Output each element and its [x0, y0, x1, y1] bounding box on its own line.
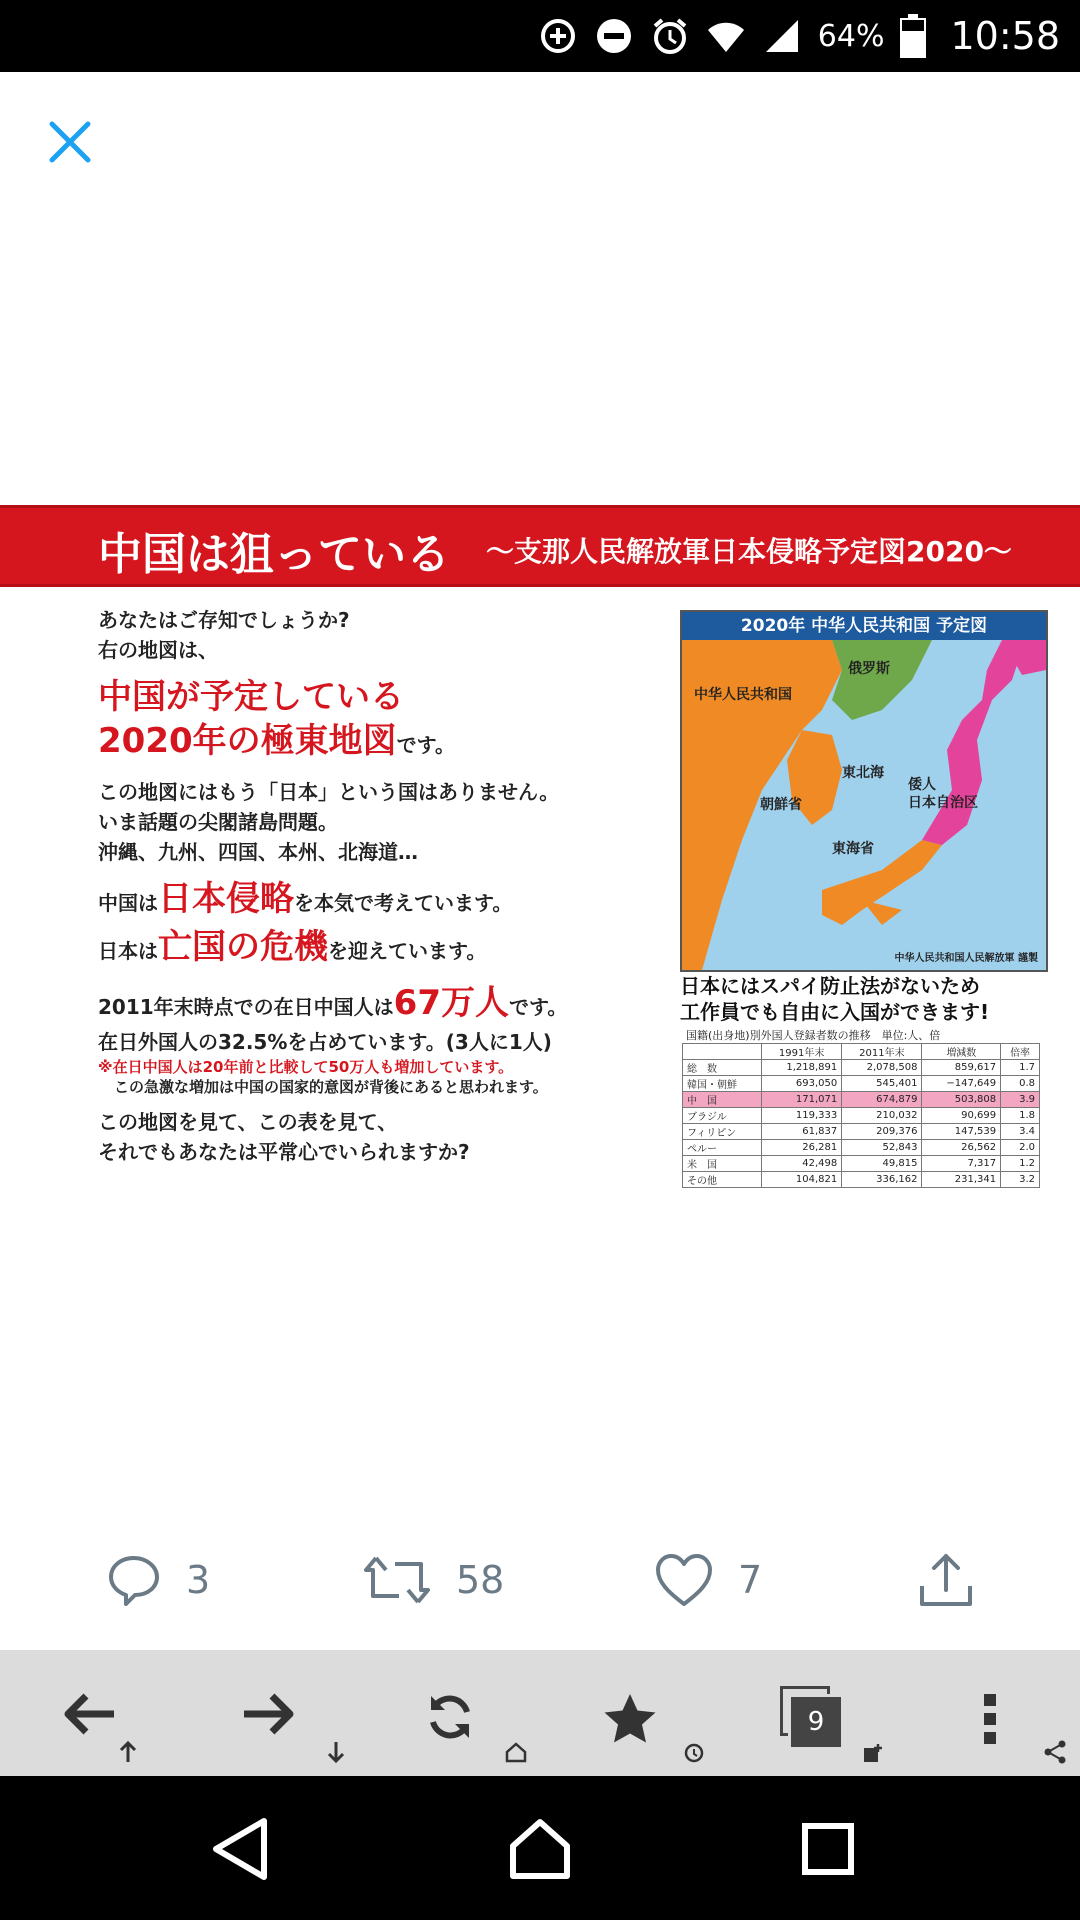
table-title-line: 工作員でも自由に入国ができます!: [680, 1000, 990, 1024]
table-cell: 1.8: [1001, 1108, 1040, 1124]
map-label-russia: 俄罗斯: [848, 661, 890, 677]
table-cell: 336,162: [842, 1172, 922, 1188]
table-row: [683, 1108, 1040, 1124]
star-icon: [603, 1692, 657, 1744]
tweet-image[interactable]: [0, 505, 1080, 1195]
reply-count: 3: [186, 1558, 211, 1602]
table-cell: 26,281: [762, 1140, 842, 1156]
battery-icon: [900, 14, 926, 58]
foreign-resident-table: [682, 1043, 1040, 1188]
map-label-korea: 朝鮮省: [760, 797, 802, 813]
para-line: [98, 925, 658, 973]
table-row-label: ブラジル: [683, 1108, 762, 1124]
table-cell: 3.2: [1001, 1172, 1040, 1188]
map-label-prc: 中华人民共和国: [694, 687, 792, 703]
map-header: 2020年 中华人民共和国 予定図: [682, 612, 1046, 640]
table-cell: −147,649: [922, 1076, 1001, 1092]
home-small-icon: [504, 1740, 528, 1764]
table-row-label: 米 国: [683, 1156, 762, 1172]
para-text: 日本は: [98, 939, 158, 963]
note-line: この急激な増加は中国の国家的意図が背後にあると思われます。: [114, 1078, 548, 1096]
table-cell: 2.0: [1001, 1140, 1040, 1156]
banner-subtitle: ～支那人民解放軍日本侵略予定図2020～: [486, 535, 1012, 568]
nav-recents-button[interactable]: [778, 1804, 878, 1894]
data-saver-icon: [538, 16, 578, 56]
table-cell: 3.4: [1001, 1124, 1040, 1140]
poster-banner: [0, 505, 1080, 587]
clock: 10:58: [950, 14, 1060, 58]
para-line: 沖縄、九州、四国、本州、北海道…: [98, 840, 418, 864]
para-line: [98, 983, 658, 1027]
table-row: [683, 1092, 1040, 1108]
arrow-up-small-icon: [118, 1740, 138, 1764]
headline-red: 2020年の極東地図: [98, 721, 397, 761]
table-row: [683, 1124, 1040, 1140]
new-tab-small-icon: [862, 1742, 884, 1764]
para-text: 2011年末時点での在日中国人は: [98, 995, 394, 1019]
battery-percent: 64%: [817, 18, 885, 54]
intro-line: 右の地図は、: [98, 638, 218, 662]
table-row-label: ペルー: [683, 1140, 762, 1156]
para-text: 中国は: [98, 891, 158, 915]
wifi-icon: [706, 16, 746, 56]
alarm-small-icon: [682, 1740, 706, 1764]
menu-button[interactable]: [930, 1650, 1050, 1776]
reply-icon: [106, 1552, 162, 1608]
bookmark-button[interactable]: [570, 1650, 690, 1776]
table-cell: 859,617: [922, 1060, 1001, 1076]
closing-line: それでもあなたは平常心でいられますか?: [98, 1140, 470, 1164]
table-title: [680, 973, 1060, 1025]
browser-toolbar: [0, 1650, 1080, 1776]
table-title-line: 日本にはスパイ防止法がないため: [680, 974, 980, 998]
retweet-icon: [362, 1552, 432, 1608]
table-cell: 49,815: [842, 1156, 922, 1172]
para-text: です。: [509, 995, 568, 1019]
note-text: ※在日中国人は20年前と比較して50万人も増加しています。: [98, 1058, 514, 1076]
table-row-label: その他: [683, 1172, 762, 1188]
para-red: 日本侵略: [158, 879, 294, 919]
table-cell: 104,821: [762, 1172, 842, 1188]
table-row: [683, 1172, 1040, 1188]
table-cell: 545,401: [842, 1076, 922, 1092]
reload-button[interactable]: [390, 1650, 510, 1776]
do-not-disturb-icon: [594, 16, 634, 56]
table-header-cell: 1991年末: [762, 1044, 842, 1060]
close-button[interactable]: [38, 110, 102, 174]
table-header-cell: 2011年末: [842, 1044, 922, 1060]
headline-line: [98, 719, 658, 767]
alarm-icon: [650, 16, 690, 56]
map-label-east-sea: 東海省: [832, 841, 874, 857]
table-cell: 2,078,508: [842, 1060, 922, 1076]
para-text: を本気で考えています。: [294, 891, 513, 915]
signal-icon: [762, 16, 802, 56]
tabs-button[interactable]: [750, 1650, 870, 1776]
para-red: 亡国の危機: [158, 927, 328, 967]
retweet-button[interactable]: [362, 1540, 504, 1620]
table-cell: 210,032: [842, 1108, 922, 1124]
map-label-japan-autonomous: 日本自治区: [908, 795, 978, 811]
table-cell: 90,699: [922, 1108, 1001, 1124]
retweet-count: 58: [456, 1558, 505, 1602]
tab-count: 9: [788, 1694, 844, 1750]
arrow-down-small-icon: [326, 1740, 346, 1764]
share-button[interactable]: [916, 1540, 976, 1620]
map-label-east-north-sea: 東北海: [842, 765, 884, 781]
reply-button[interactable]: [106, 1540, 210, 1620]
headline-line: 中国が予定している: [98, 677, 404, 717]
table-row: [683, 1060, 1040, 1076]
table-cell: 7,317: [922, 1156, 1001, 1172]
heart-icon: [654, 1552, 714, 1608]
map-figure: [680, 610, 1048, 972]
tweet-actions: [0, 1540, 1080, 1620]
table-cell: 0.8: [1001, 1076, 1040, 1092]
table-row: [683, 1156, 1040, 1172]
table-cell: 1,218,891: [762, 1060, 842, 1076]
para-line: この地図にはもう「日本」という国はありません。: [98, 780, 560, 804]
table-row-label: 総 数: [683, 1060, 762, 1076]
headline-suffix: です。: [396, 733, 456, 757]
status-bar: [0, 0, 1080, 72]
para-line: 在日外国人の32.5%を占めています。(3人に1人): [98, 1030, 552, 1054]
closing-line: この地図を見て、この表を見て、: [98, 1110, 398, 1134]
table-cell: 52,843: [842, 1140, 922, 1156]
share-icon: [916, 1550, 976, 1610]
banner-title: 中国は狙っている: [98, 529, 450, 580]
back-button[interactable]: [30, 1650, 150, 1776]
table-cell: 503,808: [922, 1092, 1001, 1108]
para-text: を迎えています。: [328, 939, 487, 963]
table-row: [683, 1140, 1040, 1156]
table-row-label: 中 国: [683, 1092, 762, 1108]
like-count: 7: [738, 1558, 763, 1602]
table-cell: 674,879: [842, 1092, 922, 1108]
nav-home-button[interactable]: [490, 1804, 590, 1894]
system-nav-bar: [0, 1776, 1080, 1920]
poster-body-text: [98, 605, 658, 1167]
tabs-icon: [780, 1686, 840, 1746]
para-line: [98, 877, 658, 925]
forward-button[interactable]: [208, 1650, 328, 1776]
table-header-cell: [683, 1044, 762, 1060]
table-caption: 国籍(出身地)別外国人登録者数の推移 単位:人、倍: [686, 1029, 941, 1042]
intro-line: あなたはご存知でしょうか?: [98, 608, 350, 632]
like-button[interactable]: [654, 1540, 762, 1620]
triangle-back-icon: [210, 1817, 270, 1881]
table-cell: 42,498: [762, 1156, 842, 1172]
table-cell: 147,539: [922, 1124, 1001, 1140]
para-line: いま話題の尖閣諸島問題。: [98, 810, 338, 834]
more-vertical-icon: [982, 1692, 998, 1746]
arrow-left-icon: [62, 1692, 118, 1736]
map-credit: 中华人民共和国人民解放軍 謹製: [894, 953, 1038, 964]
table-header-cell: 増減数: [922, 1044, 1001, 1060]
table-row-label: 韓国・朝鮮: [683, 1076, 762, 1092]
table-row-label: フィリピン: [683, 1124, 762, 1140]
table-header-cell: 倍率: [1001, 1044, 1040, 1060]
table-cell: 1.7: [1001, 1060, 1040, 1076]
table-cell: 61,837: [762, 1124, 842, 1140]
nav-back-button[interactable]: [190, 1804, 290, 1894]
table-cell: 3.9: [1001, 1092, 1040, 1108]
refresh-icon: [425, 1692, 475, 1742]
table-cell: 171,071: [762, 1092, 842, 1108]
table-cell: 1.2: [1001, 1156, 1040, 1172]
table-cell: 209,376: [842, 1124, 922, 1140]
table-cell: 231,341: [922, 1172, 1001, 1188]
share-small-icon: [1042, 1740, 1068, 1764]
home-icon: [507, 1816, 573, 1882]
table-row: [683, 1076, 1040, 1092]
close-icon: [48, 120, 92, 164]
table-cell: 119,333: [762, 1108, 842, 1124]
note-line: [98, 1057, 658, 1077]
square-recents-icon: [801, 1822, 855, 1876]
table-cell: 26,562: [922, 1140, 1001, 1156]
arrow-right-icon: [240, 1692, 296, 1736]
map-label-japan: 倭人: [908, 777, 936, 793]
para-red: 67万人: [393, 983, 509, 1023]
table-cell: 693,050: [762, 1076, 842, 1092]
